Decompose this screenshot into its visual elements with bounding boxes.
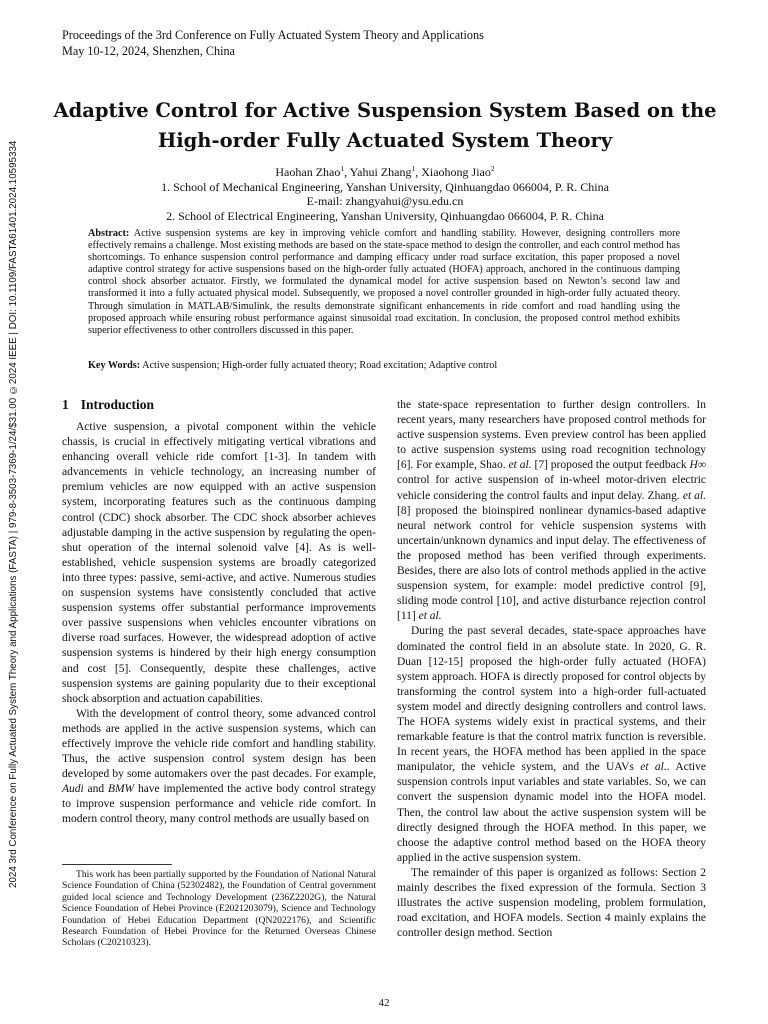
author-block: [40, 162, 730, 223]
conference-header: [62, 27, 484, 59]
keywords: [88, 360, 680, 372]
author-2-sup: 1: [411, 164, 416, 173]
section-heading: [62, 397, 154, 413]
title-line-1: Adaptive Control for Active Suspension System Based on the: [53, 99, 717, 122]
affiliation-2: 2. School of Electrical Engineering, Yanshan University, Qinhuangdao 066004, P. R. China: [166, 208, 604, 223]
emph-bmw: BMW: [107, 783, 135, 796]
text-run: control for active suspension of in-wheel motor-driven electric vehicle considering the control faults and input delay. Zhang.: [397, 474, 706, 502]
author-sep: ,: [344, 165, 350, 179]
paragraph: [397, 624, 706, 866]
author-email: E-mail: zhangyahui@ysu.edu.cn: [306, 194, 464, 208]
author-3-sup: 2: [490, 164, 495, 173]
paragraph: Active suspension, a pivotal component within the vehicle chassis, is crucial in effectively mitigating vertical vibrations and enhancing overall vehicle ride comfort [1-3]. In tandem with advancements in vehicle technology, an increasing number of premium vehicles are now equipped with an active suspension system, incorporating features such as the continuous damping control (CDC) shock absorber. The CDC shock absorber achieves adjustable damping in the active suspension by regulating the open-shut operation of the internal solenoid valve [4]. As is well-established, vehicle suspension systems are broadly categorized into three types: passive, semi-active, and active. Numerous studies on suspension systems have consistently concluded that active suspension systems offer substantial performance improvements over passive suspensions when vehicles encounter vibrations on diverse road surfaces. However, the widespread adoption of active suspension systems is hindered by their high energy consumption and cost [5]. Consequently, despite these challenges, active suspension systems are gaining popularity due to their exceptional shock absorption and actuation capabilities.: [62, 421, 376, 705]
emph-et-al: et al.: [418, 610, 442, 623]
author-3: Xiaohong Jiao: [421, 165, 491, 179]
author-names: [40, 162, 730, 180]
text-run: During the past several decades, state-space approaches have dominated the control field in an absolute state. In 2020, G. R. Duan [12-15] proposed the high-order fully actuated (HOFA) system approach. HOFA is directly proposed for control objects by transforming the control system into a high-order full-actuated system model and directly designing controllers and control laws. The HOFA systems widely exist in practical systems, and their remarkable feature is that the control matrix function is reversible. In recent years, the HOFA method has been applied in the space manipulator, the vehicle system, and the UAVs: [397, 625, 706, 774]
conference-name: Proceedings of the 3rd Conference on Fully Actuated System Theory and Applications: [62, 28, 484, 42]
text-run: [7] proposed the output feedback: [531, 459, 690, 472]
emph-et-al: et al.: [640, 761, 667, 774]
left-column: [62, 420, 376, 828]
text-run: and: [83, 783, 108, 796]
footnote: This work has been partially supported by the Foundation of National Natural Science Foundation of China (52302482), the Foundation of Central government guided local science and Technology Development (236Z2202G), the Natural Science Foundation of Hebei Province (E2021203079), Science and Technology Foundation of Hebei Education Department (QN2022176), and Scientific Research Foundation of Hebei Province for the Returned Overseas Chinese Scholars (C20210323).: [62, 869, 376, 949]
emph-et-al: et al.: [508, 459, 532, 472]
text-run: . Active suspension controls input variables and state variables. So, we can convert the suspension dynamic model into the HOFA model. Then, the control law about the active suspension system will be directly designed through the HOFA method. In this paper, we choose the adaptive control method based on the HOFA theory applied in the active suspension system.: [397, 761, 706, 864]
author-1: Haohan Zhao: [275, 165, 341, 179]
emph-et-al: et al.: [682, 489, 706, 502]
abstract-label: Abstract:: [88, 228, 130, 239]
conference-date: May 10-12, 2024, Shenzhen, China: [62, 44, 235, 58]
math-h-infinity: H∞: [689, 459, 707, 472]
paragraph: [397, 398, 706, 624]
affiliation-1: 1. School of Mechanical Engineering, Yanshan University, Qinhuangdao 066004, P. R. China: [161, 179, 609, 194]
text-run: have implemented the active body control strategy to improve suspension performance and vehicle ride comfort. In modern control theory, many control methods are usually based on: [62, 783, 376, 826]
abstract: [88, 228, 680, 337]
author-sep: ,: [415, 165, 422, 179]
author-2: Yahui Zhang: [349, 165, 412, 179]
emph-audi: Audi: [62, 783, 84, 796]
side-doi-text: 2024 3rd Conference on Fully Actuated System Theory and Applications (FASTA) | 979-8-3503-7369-1/24/$31.00 ©2024 IEEE | DOI: 10.1109/FASTA61401.2024.10595334: [8, 140, 19, 888]
keywords-text: Active suspension; High-order fully actuated theory; Road excitation; Adaptive control: [142, 360, 498, 371]
paragraph: The remainder of this paper is organized as follows: Section 2 mainly describes the fixed expression of the formula. Section 3 illustrates the active suspension modeling, problem formulation, road excitation, and HOFA models. Section 4 mainly explains the controller design method. Section: [397, 866, 706, 940]
title-line-2: High-order Fully Actuated System Theory: [157, 129, 613, 152]
text-run: With the development of control theory, some advanced control methods are applied in the active suspension systems, which can effectively improve the vehicle ride comfort and handling stability. Thus, the active suspension control system design has been developed by some automakers over the past decades. For example,: [62, 707, 376, 781]
text-run: the state-space representation to further design controllers. In recent years, many researchers have proposed control methods for active suspension systems. Even preview control has been applied to active suspension systems using road recognition technology [6]. For example, Shao.: [397, 399, 706, 472]
paper-title: [40, 96, 730, 156]
author-1-sup: 1: [340, 164, 345, 173]
keywords-label: Key Words:: [88, 360, 141, 371]
section-title: Introduction: [80, 397, 155, 412]
text-run: [8] proposed the bioinspired nonlinear dynamics-based adaptive neural network control for vehicle suspension systems with uncertain/unknown dynamics and input delay. The effectiveness of the proposed method has been verified through experiments. Besides, there are also lots of control methods applied in the active suspension system, for example: model predictive control [9], sliding mode control [10], and active disturbance rejection control [11]: [397, 504, 706, 623]
footnote-rule: [62, 864, 172, 865]
page-number: 42: [378, 997, 390, 1009]
abstract-text: Active suspension systems are key in improving vehicle comfort and handling stability. However, designing controllers more effectively remains a challenge. Most existing methods are based on the state-space method to design the controller, and each control method has shortcomings. To enhance suspension control performance and damping efficacy under road surface excitation, this paper proposed a novel adaptive control strategy for active suspensions based on the high-order fully actuated (HOFA) approach, anchored in the continuous damping control shock absorber actuator. Firstly, we formulated the dynamical model for active suspension based on Newton’s second law and transformed it into a fully actuated physical model. Subsequently, we proposed a novel controller grounded in high-order fully actuated theory. Through simulation in MATLAB/Simulink, the results demonstrate significant enhancements in ride comfort and road handling using the proposed approach while ensuring robust performance against sinusoidal road excitation. In conclusion, the proposed control method exhibits superior effectiveness to other controllers discussed in this paper.: [88, 228, 681, 336]
paragraph: [62, 707, 376, 828]
right-column: [397, 398, 706, 941]
section-number: 1: [62, 397, 69, 412]
